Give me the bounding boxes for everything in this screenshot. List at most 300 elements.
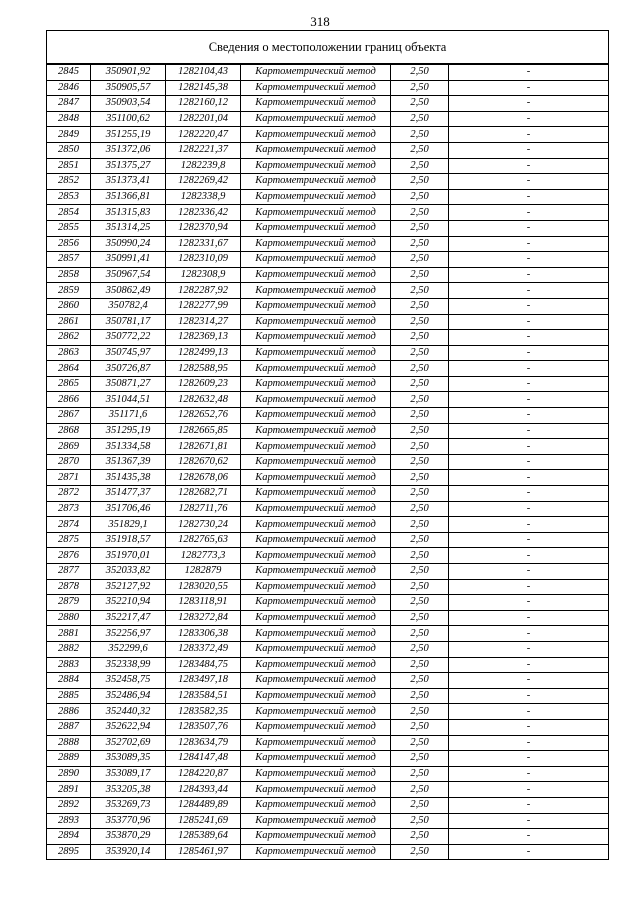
y-coordinate-cell: 1282879 [166,564,241,580]
y-coordinate-cell: 1285461,97 [166,844,241,860]
x-coordinate-cell: 353870,29 [91,829,166,845]
description-cell: - [449,532,609,548]
table-row [47,283,609,299]
point-number-cell: 2878 [47,579,91,595]
x-coordinate-cell: 351334,58 [91,439,166,455]
point-number-cell: 2870 [47,454,91,470]
accuracy-cell: 2,50 [391,564,449,580]
table-row [47,392,609,408]
table-row [47,735,609,751]
description-cell: - [449,423,609,439]
y-coordinate-cell: 1282314,27 [166,314,241,330]
accuracy-cell: 2,50 [391,314,449,330]
table-row [47,330,609,346]
y-coordinate-cell: 1282765,63 [166,532,241,548]
accuracy-cell: 2,50 [391,252,449,268]
accuracy-cell: 2,50 [391,532,449,548]
accuracy-cell: 2,50 [391,80,449,96]
description-cell: - [449,80,609,96]
point-number-cell: 2850 [47,142,91,158]
description-cell: - [449,158,609,174]
accuracy-cell: 2,50 [391,220,449,236]
description-cell: - [449,220,609,236]
table-row [47,158,609,174]
x-coordinate-cell: 352033,82 [91,564,166,580]
x-coordinate-cell: 350901,92 [91,64,166,80]
y-coordinate-cell: 1282671,81 [166,439,241,455]
table-row [47,579,609,595]
accuracy-cell: 2,50 [391,189,449,205]
method-cell: Картометрический метод [241,470,391,486]
accuracy-cell: 2,50 [391,439,449,455]
x-coordinate-cell: 351435,38 [91,470,166,486]
x-coordinate-cell: 351477,37 [91,486,166,502]
point-number-cell: 2872 [47,486,91,502]
method-cell: Картометрический метод [241,64,391,80]
y-coordinate-cell: 1282632,48 [166,392,241,408]
table-row [47,626,609,642]
method-cell: Картометрический метод [241,766,391,782]
accuracy-cell: 2,50 [391,96,449,112]
method-cell: Картометрический метод [241,517,391,533]
table-row [47,252,609,268]
point-number-cell: 2886 [47,704,91,720]
table-row [47,501,609,517]
table-title-row [47,31,609,65]
point-number-cell: 2890 [47,766,91,782]
y-coordinate-cell: 1282104,43 [166,64,241,80]
table-row [47,844,609,860]
accuracy-cell: 2,50 [391,610,449,626]
description-cell: - [449,314,609,330]
y-coordinate-cell: 1283584,51 [166,688,241,704]
y-coordinate-cell: 1282201,04 [166,111,241,127]
accuracy-cell: 2,50 [391,64,449,80]
point-number-cell: 2847 [47,96,91,112]
y-coordinate-cell: 1283118,91 [166,595,241,611]
method-cell: Картометрический метод [241,439,391,455]
method-cell: Картометрический метод [241,142,391,158]
accuracy-cell: 2,50 [391,688,449,704]
method-cell: Картометрический метод [241,454,391,470]
y-coordinate-cell: 1282730,24 [166,517,241,533]
accuracy-cell: 2,50 [391,641,449,657]
y-coordinate-cell: 1282678,06 [166,470,241,486]
y-coordinate-cell: 1284393,44 [166,782,241,798]
table-body [47,64,609,860]
y-coordinate-cell: 1282269,42 [166,174,241,190]
point-number-cell: 2871 [47,470,91,486]
accuracy-cell: 2,50 [391,517,449,533]
table-row [47,361,609,377]
y-coordinate-cell: 1282370,94 [166,220,241,236]
accuracy-cell: 2,50 [391,595,449,611]
description-cell: - [449,205,609,221]
x-coordinate-cell: 351375,27 [91,158,166,174]
x-coordinate-cell: 350745,97 [91,345,166,361]
x-coordinate-cell: 351100,62 [91,111,166,127]
y-coordinate-cell: 1284220,87 [166,766,241,782]
method-cell: Картометрический метод [241,579,391,595]
accuracy-cell: 2,50 [391,236,449,252]
table-row [47,532,609,548]
description-cell: - [449,626,609,642]
x-coordinate-cell: 352458,75 [91,673,166,689]
accuracy-cell: 2,50 [391,704,449,720]
x-coordinate-cell: 352486,94 [91,688,166,704]
point-number-cell: 2859 [47,283,91,299]
method-cell: Картометрический метод [241,111,391,127]
y-coordinate-cell: 1283306,38 [166,626,241,642]
point-number-cell: 2889 [47,751,91,767]
method-cell: Картометрический метод [241,813,391,829]
x-coordinate-cell: 350871,27 [91,376,166,392]
y-coordinate-cell: 1282145,38 [166,80,241,96]
description-cell: - [449,267,609,283]
accuracy-cell: 2,50 [391,423,449,439]
method-cell: Картометрический метод [241,657,391,673]
accuracy-cell: 2,50 [391,345,449,361]
y-coordinate-cell: 1282499,13 [166,345,241,361]
table-row [47,641,609,657]
method-cell: Картометрический метод [241,704,391,720]
x-coordinate-cell: 350905,57 [91,80,166,96]
y-coordinate-cell: 1282336,42 [166,205,241,221]
accuracy-cell: 2,50 [391,174,449,190]
x-coordinate-cell: 353205,38 [91,782,166,798]
point-number-cell: 2888 [47,735,91,751]
accuracy-cell: 2,50 [391,127,449,143]
method-cell: Картометрический метод [241,174,391,190]
accuracy-cell: 2,50 [391,298,449,314]
description-cell: - [449,501,609,517]
point-number-cell: 2876 [47,548,91,564]
x-coordinate-cell: 353269,73 [91,797,166,813]
accuracy-cell: 2,50 [391,267,449,283]
point-number-cell: 2849 [47,127,91,143]
method-cell: Картометрический метод [241,501,391,517]
y-coordinate-cell: 1282682,71 [166,486,241,502]
point-number-cell: 2848 [47,111,91,127]
y-coordinate-cell: 1282220,47 [166,127,241,143]
point-number-cell: 2881 [47,626,91,642]
description-cell: - [449,330,609,346]
description-cell: - [449,96,609,112]
x-coordinate-cell: 350781,17 [91,314,166,330]
table-row [47,111,609,127]
method-cell: Картометрический метод [241,486,391,502]
accuracy-cell: 2,50 [391,844,449,860]
page-number: 318 [310,14,330,29]
accuracy-cell: 2,50 [391,626,449,642]
table-row [47,766,609,782]
description-cell: - [449,564,609,580]
description-cell: - [449,813,609,829]
x-coordinate-cell: 350782,4 [91,298,166,314]
accuracy-cell: 2,50 [391,735,449,751]
point-number-cell: 2852 [47,174,91,190]
method-cell: Картометрический метод [241,564,391,580]
description-cell: - [449,782,609,798]
y-coordinate-cell: 1282221,37 [166,142,241,158]
table-title: Сведения о местоположении границ объекта [47,31,609,65]
y-coordinate-cell: 1282711,76 [166,501,241,517]
x-coordinate-cell: 350990,24 [91,236,166,252]
y-coordinate-cell: 1284489,89 [166,797,241,813]
y-coordinate-cell: 1283582,35 [166,704,241,720]
description-cell: - [449,844,609,860]
accuracy-cell: 2,50 [391,797,449,813]
description-cell: - [449,252,609,268]
description-cell: - [449,361,609,377]
y-coordinate-cell: 1282277,99 [166,298,241,314]
method-cell: Картометрический метод [241,626,391,642]
point-number-cell: 2854 [47,205,91,221]
table-row [47,517,609,533]
point-number-cell: 2862 [47,330,91,346]
description-cell: - [449,610,609,626]
table-row [47,470,609,486]
table-row [47,610,609,626]
table-row [47,142,609,158]
description-cell: - [449,454,609,470]
point-number-cell: 2868 [47,423,91,439]
x-coordinate-cell: 352338,99 [91,657,166,673]
accuracy-cell: 2,50 [391,657,449,673]
point-number-cell: 2893 [47,813,91,829]
method-cell: Картометрический метод [241,829,391,845]
table-row [47,486,609,502]
point-number-cell: 2887 [47,719,91,735]
method-cell: Картометрический метод [241,376,391,392]
table-row [47,751,609,767]
y-coordinate-cell: 1283484,75 [166,657,241,673]
table-row [47,673,609,689]
accuracy-cell: 2,50 [391,782,449,798]
method-cell: Картометрический метод [241,610,391,626]
method-cell: Картометрический метод [241,80,391,96]
method-cell: Картометрический метод [241,751,391,767]
method-cell: Картометрический метод [241,688,391,704]
point-number-cell: 2884 [47,673,91,689]
method-cell: Картометрический метод [241,127,391,143]
point-number-cell: 2873 [47,501,91,517]
y-coordinate-cell: 1283497,18 [166,673,241,689]
method-cell: Картометрический метод [241,782,391,798]
accuracy-cell: 2,50 [391,548,449,564]
table-row [47,797,609,813]
description-cell: - [449,517,609,533]
table-row [47,174,609,190]
y-coordinate-cell: 1283272,84 [166,610,241,626]
method-cell: Картометрический метод [241,673,391,689]
description-cell: - [449,735,609,751]
boundary-coordinates-table [46,30,609,860]
table-row [47,314,609,330]
x-coordinate-cell: 350903,54 [91,96,166,112]
point-number-cell: 2861 [47,314,91,330]
method-cell: Картометрический метод [241,345,391,361]
x-coordinate-cell: 351295,19 [91,423,166,439]
description-cell: - [449,439,609,455]
x-coordinate-cell: 351372,06 [91,142,166,158]
point-number-cell: 2885 [47,688,91,704]
x-coordinate-cell: 351970,01 [91,548,166,564]
method-cell: Картометрический метод [241,96,391,112]
description-cell: - [449,704,609,720]
accuracy-cell: 2,50 [391,766,449,782]
table-row [47,64,609,80]
description-cell: - [449,657,609,673]
x-coordinate-cell: 350772,22 [91,330,166,346]
y-coordinate-cell: 1283020,55 [166,579,241,595]
table-row [47,423,609,439]
table-row [47,96,609,112]
description-cell: - [449,719,609,735]
accuracy-cell: 2,50 [391,111,449,127]
point-number-cell: 2856 [47,236,91,252]
point-number-cell: 2879 [47,595,91,611]
y-coordinate-cell: 1282310,09 [166,252,241,268]
table-row [47,80,609,96]
table-row [47,205,609,221]
x-coordinate-cell: 352127,92 [91,579,166,595]
x-coordinate-cell: 351171,6 [91,408,166,424]
method-cell: Картометрический метод [241,298,391,314]
description-cell: - [449,345,609,361]
x-coordinate-cell: 351829,1 [91,517,166,533]
y-coordinate-cell: 1282287,92 [166,283,241,299]
table-row [47,719,609,735]
description-cell: - [449,236,609,252]
table-row [47,813,609,829]
method-cell: Картометрический метод [241,236,391,252]
description-cell: - [449,751,609,767]
method-cell: Картометрический метод [241,423,391,439]
table-row [47,376,609,392]
method-cell: Картометрический метод [241,735,391,751]
y-coordinate-cell: 1282665,85 [166,423,241,439]
method-cell: Картометрический метод [241,641,391,657]
method-cell: Картометрический метод [241,330,391,346]
x-coordinate-cell: 351366,81 [91,189,166,205]
x-coordinate-cell: 350862,49 [91,283,166,299]
description-cell: - [449,142,609,158]
y-coordinate-cell: 1282588,95 [166,361,241,377]
method-cell: Картометрический метод [241,267,391,283]
point-number-cell: 2892 [47,797,91,813]
accuracy-cell: 2,50 [391,361,449,377]
point-number-cell: 2867 [47,408,91,424]
method-cell: Картометрический метод [241,797,391,813]
accuracy-cell: 2,50 [391,486,449,502]
point-number-cell: 2863 [47,345,91,361]
method-cell: Картометрический метод [241,361,391,377]
x-coordinate-cell: 352217,47 [91,610,166,626]
description-cell: - [449,376,609,392]
table-row [47,189,609,205]
table-row [47,236,609,252]
x-coordinate-cell: 352210,94 [91,595,166,611]
accuracy-cell: 2,50 [391,719,449,735]
x-coordinate-cell: 353089,35 [91,751,166,767]
x-coordinate-cell: 350991,41 [91,252,166,268]
y-coordinate-cell: 1282338,9 [166,189,241,205]
point-number-cell: 2866 [47,392,91,408]
x-coordinate-cell: 351373,41 [91,174,166,190]
point-number-cell: 2845 [47,64,91,80]
description-cell: - [449,174,609,190]
x-coordinate-cell: 353089,17 [91,766,166,782]
y-coordinate-cell: 1282239,8 [166,158,241,174]
description-cell: - [449,189,609,205]
x-coordinate-cell: 352440,32 [91,704,166,720]
y-coordinate-cell: 1283372,49 [166,641,241,657]
accuracy-cell: 2,50 [391,813,449,829]
description-cell: - [449,673,609,689]
accuracy-cell: 2,50 [391,673,449,689]
method-cell: Картометрический метод [241,189,391,205]
table-row [47,454,609,470]
x-coordinate-cell: 352622,94 [91,719,166,735]
accuracy-cell: 2,50 [391,501,449,517]
description-cell: - [449,829,609,845]
accuracy-cell: 2,50 [391,454,449,470]
method-cell: Картометрический метод [241,314,391,330]
description-cell: - [449,298,609,314]
point-number-cell: 2855 [47,220,91,236]
method-cell: Картометрический метод [241,283,391,299]
description-cell: - [449,392,609,408]
x-coordinate-cell: 351315,83 [91,205,166,221]
table-row [47,595,609,611]
point-number-cell: 2858 [47,267,91,283]
description-cell: - [449,127,609,143]
point-number-cell: 2891 [47,782,91,798]
table-row [47,829,609,845]
point-number-cell: 2880 [47,610,91,626]
description-cell: - [449,283,609,299]
point-number-cell: 2877 [47,564,91,580]
x-coordinate-cell: 353770,96 [91,813,166,829]
table-row [47,548,609,564]
point-number-cell: 2882 [47,641,91,657]
accuracy-cell: 2,50 [391,470,449,486]
method-cell: Картометрический метод [241,252,391,268]
accuracy-cell: 2,50 [391,829,449,845]
point-number-cell: 2853 [47,189,91,205]
y-coordinate-cell: 1282308,9 [166,267,241,283]
x-coordinate-cell: 351918,57 [91,532,166,548]
x-coordinate-cell: 351367,39 [91,454,166,470]
table-row [47,657,609,673]
point-number-cell: 2874 [47,517,91,533]
description-cell: - [449,688,609,704]
method-cell: Картометрический метод [241,220,391,236]
accuracy-cell: 2,50 [391,392,449,408]
y-coordinate-cell: 1283507,76 [166,719,241,735]
method-cell: Картометрический метод [241,408,391,424]
description-cell: - [449,486,609,502]
y-coordinate-cell: 1282652,76 [166,408,241,424]
description-cell: - [449,408,609,424]
table-row [47,704,609,720]
accuracy-cell: 2,50 [391,751,449,767]
y-coordinate-cell: 1282331,67 [166,236,241,252]
y-coordinate-cell: 1282773,3 [166,548,241,564]
table-row [47,127,609,143]
table-row [47,267,609,283]
